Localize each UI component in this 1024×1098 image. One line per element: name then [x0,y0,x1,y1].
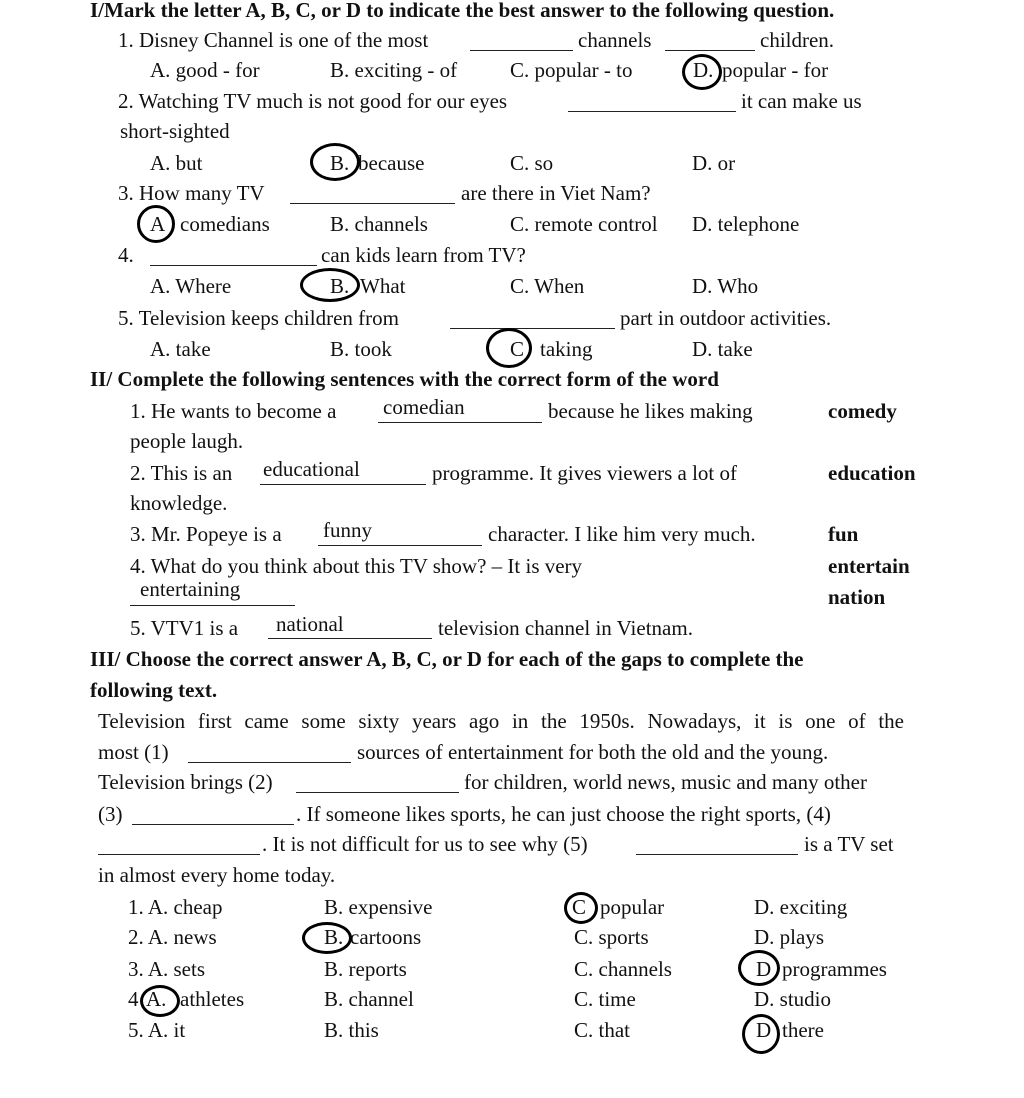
q5-option-a: A. take [150,337,211,361]
q2-option-b-letter: B. [330,151,350,175]
q5-option-d: D. take [692,337,753,361]
q2-text-b: it can make us [741,89,862,113]
r5-option-b: B. this [324,1018,379,1042]
s1-text-b: because he likes making [548,399,753,423]
r5-option-d-text: there [782,1018,824,1042]
section1-heading: I/Mark the letter A, B, C, or D to indicate the best answer to the following question. [90,0,835,22]
r1-option-c-text: popular [600,895,665,919]
r1-option-d: D. exciting [754,895,848,919]
r4-option-c: C. time [574,987,636,1011]
section3-heading-line1: III/ Choose the correct answer A, B, C, or D for each of the gaps to complete the [90,647,804,671]
r5-option-a: 5. A. it [128,1018,186,1042]
q2-option-c: C. so [510,151,554,175]
s1-text-c: people laugh. [130,429,244,453]
q3-option-a-letter: A [150,212,166,236]
passage-line-3a: Television brings (2) [98,770,273,794]
r4-number: 4 [128,987,139,1011]
r2-option-b-letter: B. [324,925,344,949]
r5-option-c: C. that [574,1018,630,1042]
q4-option-b-text: What [360,274,406,298]
s5-word: nation [828,585,886,609]
passage-line-4a: (3) [98,802,123,826]
q2-blank [568,111,736,112]
passage-line-2b: sources of entertainment for both the old and the young. [357,740,829,764]
passage-blank-4 [98,854,260,855]
s5-blank [268,638,432,639]
q5-answer-circle [486,328,532,368]
q4-option-c: C. When [510,274,585,298]
q5-option-c-text: taking [540,337,593,361]
q4-option-a: A. Where [150,274,232,298]
r1-option-a: 1. A. cheap [128,895,223,919]
s3-blank [318,545,482,546]
s1-answer: comedian [383,395,465,419]
q1-option-d-text: popular - for [722,58,829,82]
q1-blank-2 [665,50,755,51]
s2-blank [260,484,426,485]
r1-option-b: B. expensive [324,895,433,919]
r4-option-a-text: athletes [180,987,245,1011]
q4-blank [150,265,317,266]
passage-blank-1 [188,762,351,763]
q3-text-b: are there in Viet Nam? [461,181,651,205]
s4-word: entertain [828,554,910,578]
section3-heading-line2: following text. [90,678,218,702]
passage-blank-3 [132,824,294,825]
r3-option-d-letter: D [756,957,772,981]
q1-text-b: channels [578,28,652,52]
q2-option-b-text: because [358,151,425,175]
r3-option-b: B. reports [324,957,407,981]
q2-option-a: A. but [150,151,203,175]
q4-option-d: D. Who [692,274,759,298]
r1-option-c-letter: C [572,895,587,919]
s1-word: comedy [828,399,897,423]
q5-text-b: part in outdoor activities. [620,306,832,330]
q2-answer-circle [310,143,360,181]
s2-text-a: 2. This is an [130,461,233,485]
q2-text-c: short-sighted [120,119,230,143]
q1-option-b: B. exciting - of [330,58,458,82]
s2-word: education [828,461,916,485]
r2-answer-circle [302,922,352,954]
s5-answer: national [276,612,344,636]
r3-answer-circle [738,950,780,986]
r5-answer-circle [742,1014,780,1054]
s3-answer: funny [323,518,372,542]
r4-option-d: D. studio [754,987,832,1011]
passage-line-5b: is a TV set [804,832,894,856]
passage-line-5a: . It is not difficult for us to see why (5) [262,832,588,856]
passage-line-3b: for children, world news, music and many other [464,770,867,794]
q5-text-a: 5. Television keeps children from [118,306,399,330]
q3-option-d: D. telephone [692,212,800,236]
q3-answer-circle [137,205,175,243]
r2-option-b-text: cartoons [350,925,422,949]
passage-blank-2 [296,792,459,793]
q4-option-b-letter: B. [330,274,350,298]
r2-option-c: C. sports [574,925,649,949]
q5-option-b: B. took [330,337,392,361]
passage-line-1: Television first came some sixty years ago in the 1950s. Nowadays, it is one of the [98,709,904,733]
s3-text-a: 3. Mr. Popeye is a [130,522,282,546]
r2-option-a: 2. A. news [128,925,217,949]
r5-option-d-letter: D [756,1018,772,1042]
r4-option-a-letter: A. [146,987,167,1011]
section2-heading: II/ Complete the following sentences with the correct form of the word [90,367,719,391]
passage-line-6: in almost every home today. [98,863,336,887]
r4-answer-circle [140,985,180,1017]
q4-text-b: can kids learn from TV? [321,243,526,267]
s4-answer: entertaining [140,577,241,601]
s2-text-c: knowledge. [130,491,228,515]
r3-option-c: C. channels [574,957,672,981]
s3-word: fun [828,522,859,546]
q4-text-a: 4. [118,243,134,267]
s1-text-a: 1. He wants to become a [130,399,337,423]
s4-text-a: 4. What do you think about this TV show? – It is very [130,554,583,578]
r2-option-d: D. plays [754,925,824,949]
r1-answer-circle [564,892,598,924]
q3-option-c: C. remote control [510,212,658,236]
q3-option-b: B. channels [330,212,428,236]
s2-answer: educational [263,457,360,481]
q1-text-c: children. [760,28,835,52]
s5-text-a: 5. VTV1 is a [130,616,239,640]
q2-option-d: D. or [692,151,736,175]
passage-blank-5 [636,854,798,855]
q3-text-a: 3. How many TV [118,181,265,205]
q1-option-a: A. good - for [150,58,260,82]
s4-blank [130,605,295,606]
s1-blank [378,422,542,423]
r3-option-a: 3. A. sets [128,957,206,981]
q1-blank-1 [470,50,573,51]
q1-option-d-letter: D. [693,58,714,82]
q3-option-a-text: comedians [180,212,270,236]
passage-line-4b: . If someone likes sports, he can just choose the right sports, (4) [296,802,831,826]
q5-blank [450,328,615,329]
s5-text-b: television channel in Vietnam. [438,616,693,640]
s2-text-b: programme. It gives viewers a lot of [432,461,737,485]
q5-option-c-letter: C [510,337,525,361]
q4-answer-circle [300,268,360,302]
q3-blank [290,203,455,204]
r3-option-d-text: programmes [782,957,887,981]
passage-line-2a: most (1) [98,740,169,764]
q1-option-c: C. popular - to [510,58,633,82]
q1-answer-circle [682,54,722,90]
q1-text-a: 1. Disney Channel is one of the most [118,28,429,52]
s3-text-b: character. I like him very much. [488,522,756,546]
r4-option-b: B. channel [324,987,414,1011]
q2-text-a: 2. Watching TV much is not good for our eyes [118,89,508,113]
